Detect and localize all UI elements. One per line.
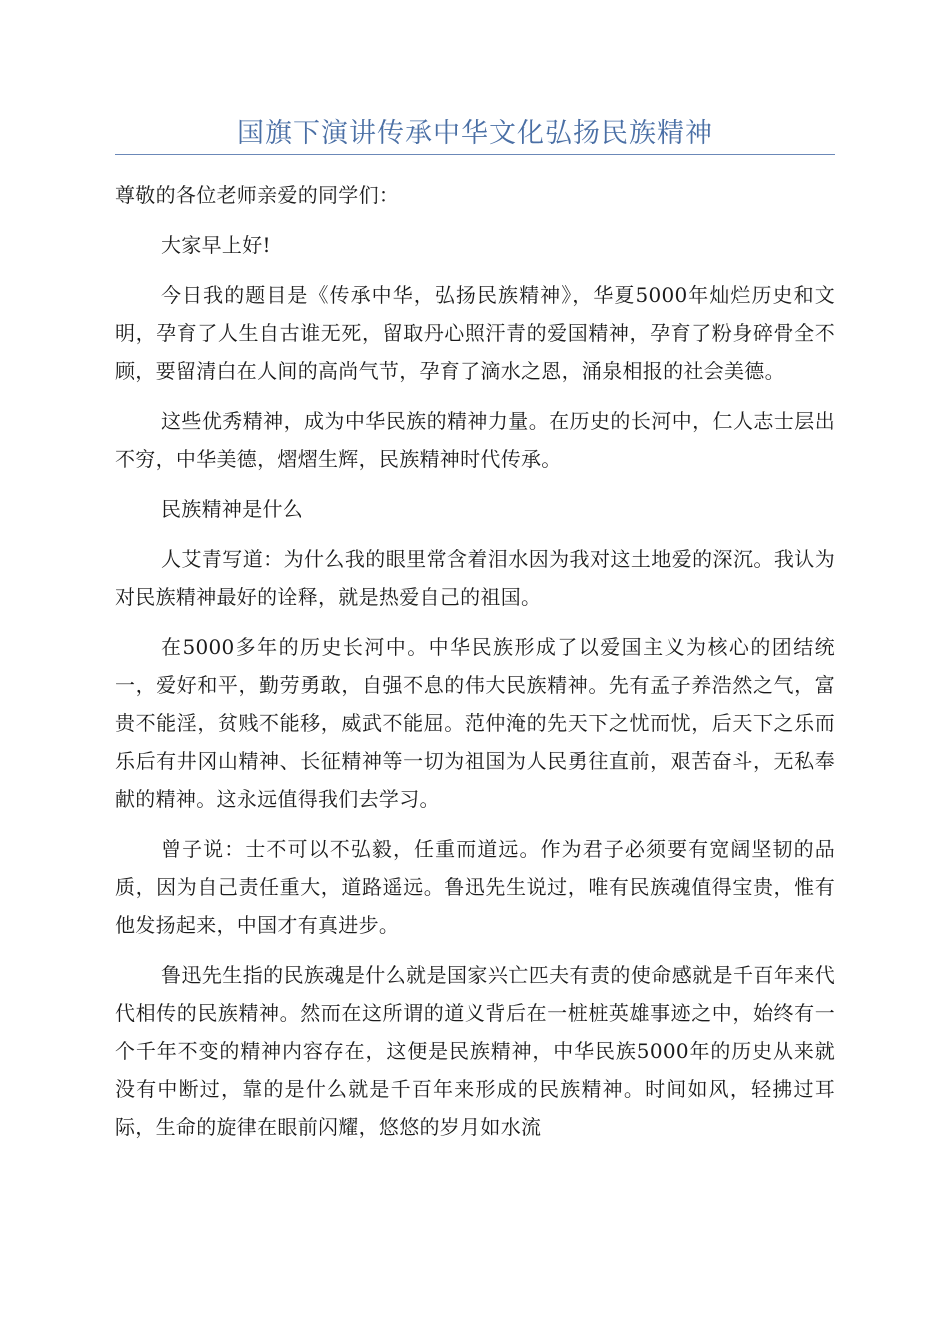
salutation: 尊敬的各位老师亲爱的同学们：	[115, 183, 400, 207]
paragraph-topic: 今日我的题目是《传承中华，弘扬民族精神》，华夏5000年灿烂历史和文明，孕育了人生自古谁无死，留取丹心照汗青的爱国精神，孕育了粉身碎骨全不顾，要留清白在人间的高尚气节，孕育了滴水之恩，涌泉相报的社会美德。	[115, 283, 835, 383]
section-heading: 民族精神是什么	[161, 497, 304, 521]
paragraph-greeting: 大家早上好!	[161, 233, 271, 257]
paragraph: 鲁迅先生指的民族魂是什么就是国家兴亡匹夫有责的使命感就是千百年来代代相传的民族精神。然而在这所谓的道义背后在一桩桩英雄事迹之中，始终有一个千年不变的精神内容存在，这便是民族精神，中华民族5000年的历史从来就没有中断过，靠的是什么就是千百年来形成的民族精神。时间如风，轻拂过耳际，生命的旋律在眼前闪耀，悠悠的岁月如水流	[115, 963, 835, 1139]
paragraph: 这些优秀精神，成为中华民族的精神力量。在历史的长河中，仁人志士层出不穷，中华美德，熠熠生辉，民族精神时代传承。	[115, 409, 835, 471]
paragraph: 曾子说：士不可以不弘毅，任重而道远。作为君子必须要有宽阔坚韧的品质，因为自己责任重大，道路遥远。鲁迅先生说过，唯有民族魂值得宝贵，惟有他发扬起来，中国才有真进步。	[115, 837, 835, 937]
document-body	[115, 176, 835, 1158]
document-title: 国旗下演讲传承中华文化弘扬民族精神	[237, 118, 713, 149]
paragraph: 人艾青写道：为什么我的眼里常含着泪水因为我对这土地爱的深沉。我认为对民族精神最好的诠释，就是热爱自己的祖国。	[115, 547, 835, 609]
paragraph: 在5000多年的历史长河中。中华民族形成了以爱国主义为核心的团结统一，爱好和平，勤劳勇敢，自强不息的伟大民族精神。先有孟子养浩然之气，富贵不能淫，贫贱不能移，威武不能屈。范仲淹的先天下之忧而忧，后天下之乐而乐后有井冈山精神、长征精神等一切为祖国为人民勇往直前，艰苦奋斗，无私奉献的精神。这永远值得我们去学习。	[115, 635, 835, 811]
title-underline	[115, 154, 835, 155]
